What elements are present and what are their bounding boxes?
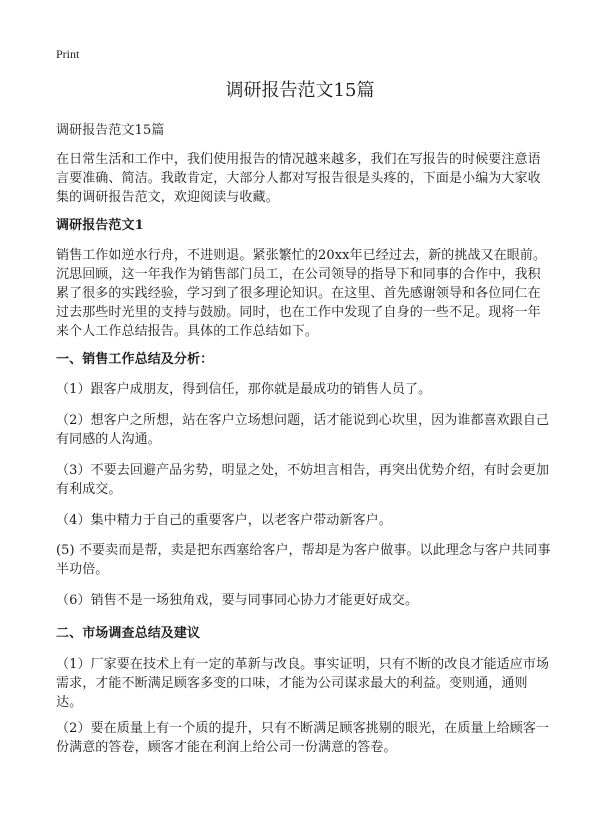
part1-heading: 一、销售工作总结及分析： (56, 352, 214, 367)
list-item-5: (5) 不要卖而是帮，卖是把东西塞给客户，帮却是为客户做事。以此理念与客户共同事半功倍。 (56, 543, 551, 577)
part2-heading: 二、市场调查总结及建议 (56, 626, 201, 641)
document-title: 调研报告范文15篇 (225, 80, 375, 101)
list-item-4: （4）集中精力于自己的重要客户，以老客户带动新客户。 (56, 513, 392, 528)
list-item-6: （6）销售不是一场独角戏，要与同事同心协力才能更好成交。 (56, 593, 419, 608)
list2-item-2: （2）要在质量上有一个质的提升，只有不断满足顾客挑剔的眼光，在质量上给顾客一份满意的答卷，顾客才能在利润上给公司一份满意的答卷。 (56, 721, 550, 755)
list-item-3: （3）不要去回避产品劣势，明显之处，不妨坦言相告，再突出优势介绍，有时会更加有利成交。 (56, 463, 550, 497)
list2-item-1: （1）厂家要在技术上有一定的革新与改良。事实证明，只有不断的改良才能适应市场需求，才能不断满足顾客多变的口味，才能为公司谋求最大的利益。变则通，通则达。 (56, 657, 550, 710)
section1-paragraph: 销售工作如逆水行舟，不进则退。紧张繁忙的20xx年已经过去，新的挑战又在眼前。沉思回顾，这一年我作为销售部门员工，在公司领导的指导下和同事的合作中，我积累了很多的实践经验，学习到了很多理论知识。在这里、首先感谢领导和各位同仁在过去那些时光里的支持与鼓励。同时，也在工作中发现了自身的一些不足。现将一年来个人工作总结报告。具体的工作总结如下。 (56, 248, 547, 339)
section1-heading: 调研报告范文1 (56, 218, 144, 233)
list-item-2: （2）想客户之所想，站在客户立场想问题，话才能说到心坎里，因为谁都喜欢跟自己有同感的人沟通。 (56, 413, 550, 447)
list-item-1: （1）跟客户成朋友，得到信任，那你就是最成功的销售人员了。 (56, 382, 432, 397)
intro-paragraph: 在日常生活和工作中，我们使用报告的情况越来越多，我们在写报告的时候要注意语言要准确、简洁。我敢肯定，大部分人都对写报告很是头疼的，下面是小编为大家收集的调研报告范文，欢迎阅读与收藏。 (56, 152, 541, 205)
print-link[interactable]: Print (56, 47, 80, 61)
document-subtitle: 调研报告范文15篇 (56, 123, 165, 138)
